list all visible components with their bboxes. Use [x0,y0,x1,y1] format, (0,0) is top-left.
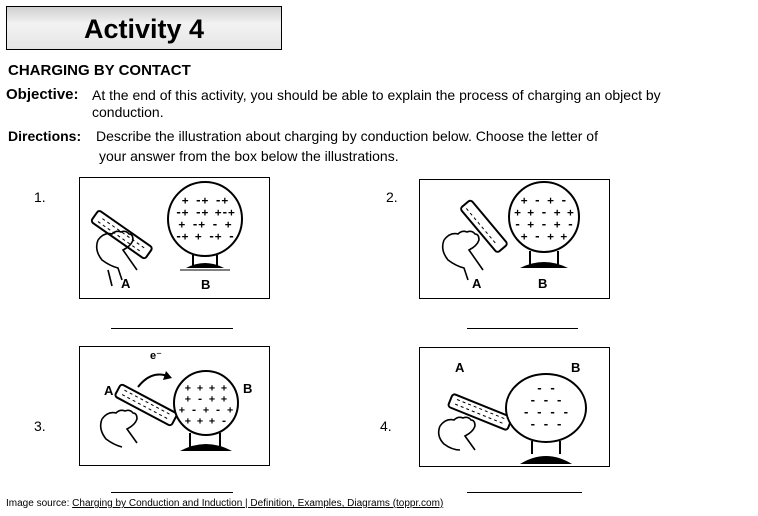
image-source-prefix: Image source: [6,498,73,509]
hand-icon [439,417,475,450]
item-2-number: 2. [386,189,398,205]
activity-title: Activity 4 [83,14,205,44]
directions-text-line2: your answer from the box below the illustrations. [99,148,399,164]
item-4-illustration [419,347,610,467]
electron-label: e⁻ [150,350,162,362]
item-1-illustration [79,177,270,299]
charging-rod [114,384,177,426]
svg-text:+ -+ -+: + -+ -+ [181,194,229,207]
directions-label: Directions: [8,128,82,144]
label-b: B [571,360,581,375]
svg-text:-+ -+ +-+: -+ -+ +-+ [175,206,235,219]
directions-text-line1: Describe the illustration about charging by conduction below. Choose the letter of [96,128,598,144]
label-a: A [455,360,465,375]
label-a: A [472,276,482,291]
label-b: B [538,276,548,291]
item-2-answer-line[interactable] [467,328,578,329]
charging-rod [448,394,513,431]
objective-text-line2: conduction. [92,104,164,120]
svg-text:- - -: - - - [529,418,563,431]
item-4-answer-line[interactable] [467,492,582,493]
svg-text:+ - + +: + - + + [184,394,228,405]
item-1-answer-line[interactable] [111,328,233,329]
svg-text:-+ + -+ -: -+ + -+ - [175,230,235,243]
charging-rod [460,200,508,253]
svg-text:- - - -: - - - - [522,406,570,419]
image-source [6,498,443,509]
label-b: B [243,381,253,396]
svg-text:+ -+ - +: + -+ - + [178,218,232,231]
item-3-number: 3. [34,418,46,434]
image-source-link[interactable]: Charging by Conduction and Induction | Definition, Examples, Diagrams (toppr.com) [72,498,444,509]
hand-icon [101,410,137,447]
svg-text:+ - + +: + - + + [520,230,568,243]
label-b: B [201,277,211,292]
label-a: A [121,276,131,291]
svg-text:+ + + -: + + + - [184,416,228,427]
objective-text-line1: At the end of this activity, you should be able to explain the process of charging an object by [92,87,661,103]
svg-text:+ + - + +: + + - + + [514,206,574,219]
item-4-number: 4. [380,418,392,434]
item-2-illustration [419,179,610,299]
svg-text:- -: - - [536,382,556,395]
svg-text:- - -: - - - [529,394,563,407]
section-heading: CHARGING BY CONTACT [8,62,191,79]
svg-text:- + - + -: - + - + - [514,218,574,231]
label-a: A [104,383,114,398]
item-1-number: 1. [34,189,46,205]
item-3-illustration [79,346,270,466]
svg-text:+ - + -: + - + - [520,194,568,207]
activity-title-box [6,6,282,50]
svg-text:+ + + +: + + + + [184,383,228,394]
item-3-answer-line[interactable] [111,492,233,493]
objective-label: Objective: [6,86,79,103]
hand-icon [443,231,483,280]
charging-rod [91,210,153,259]
svg-text:+ - + - +: + - + - + [178,405,234,416]
